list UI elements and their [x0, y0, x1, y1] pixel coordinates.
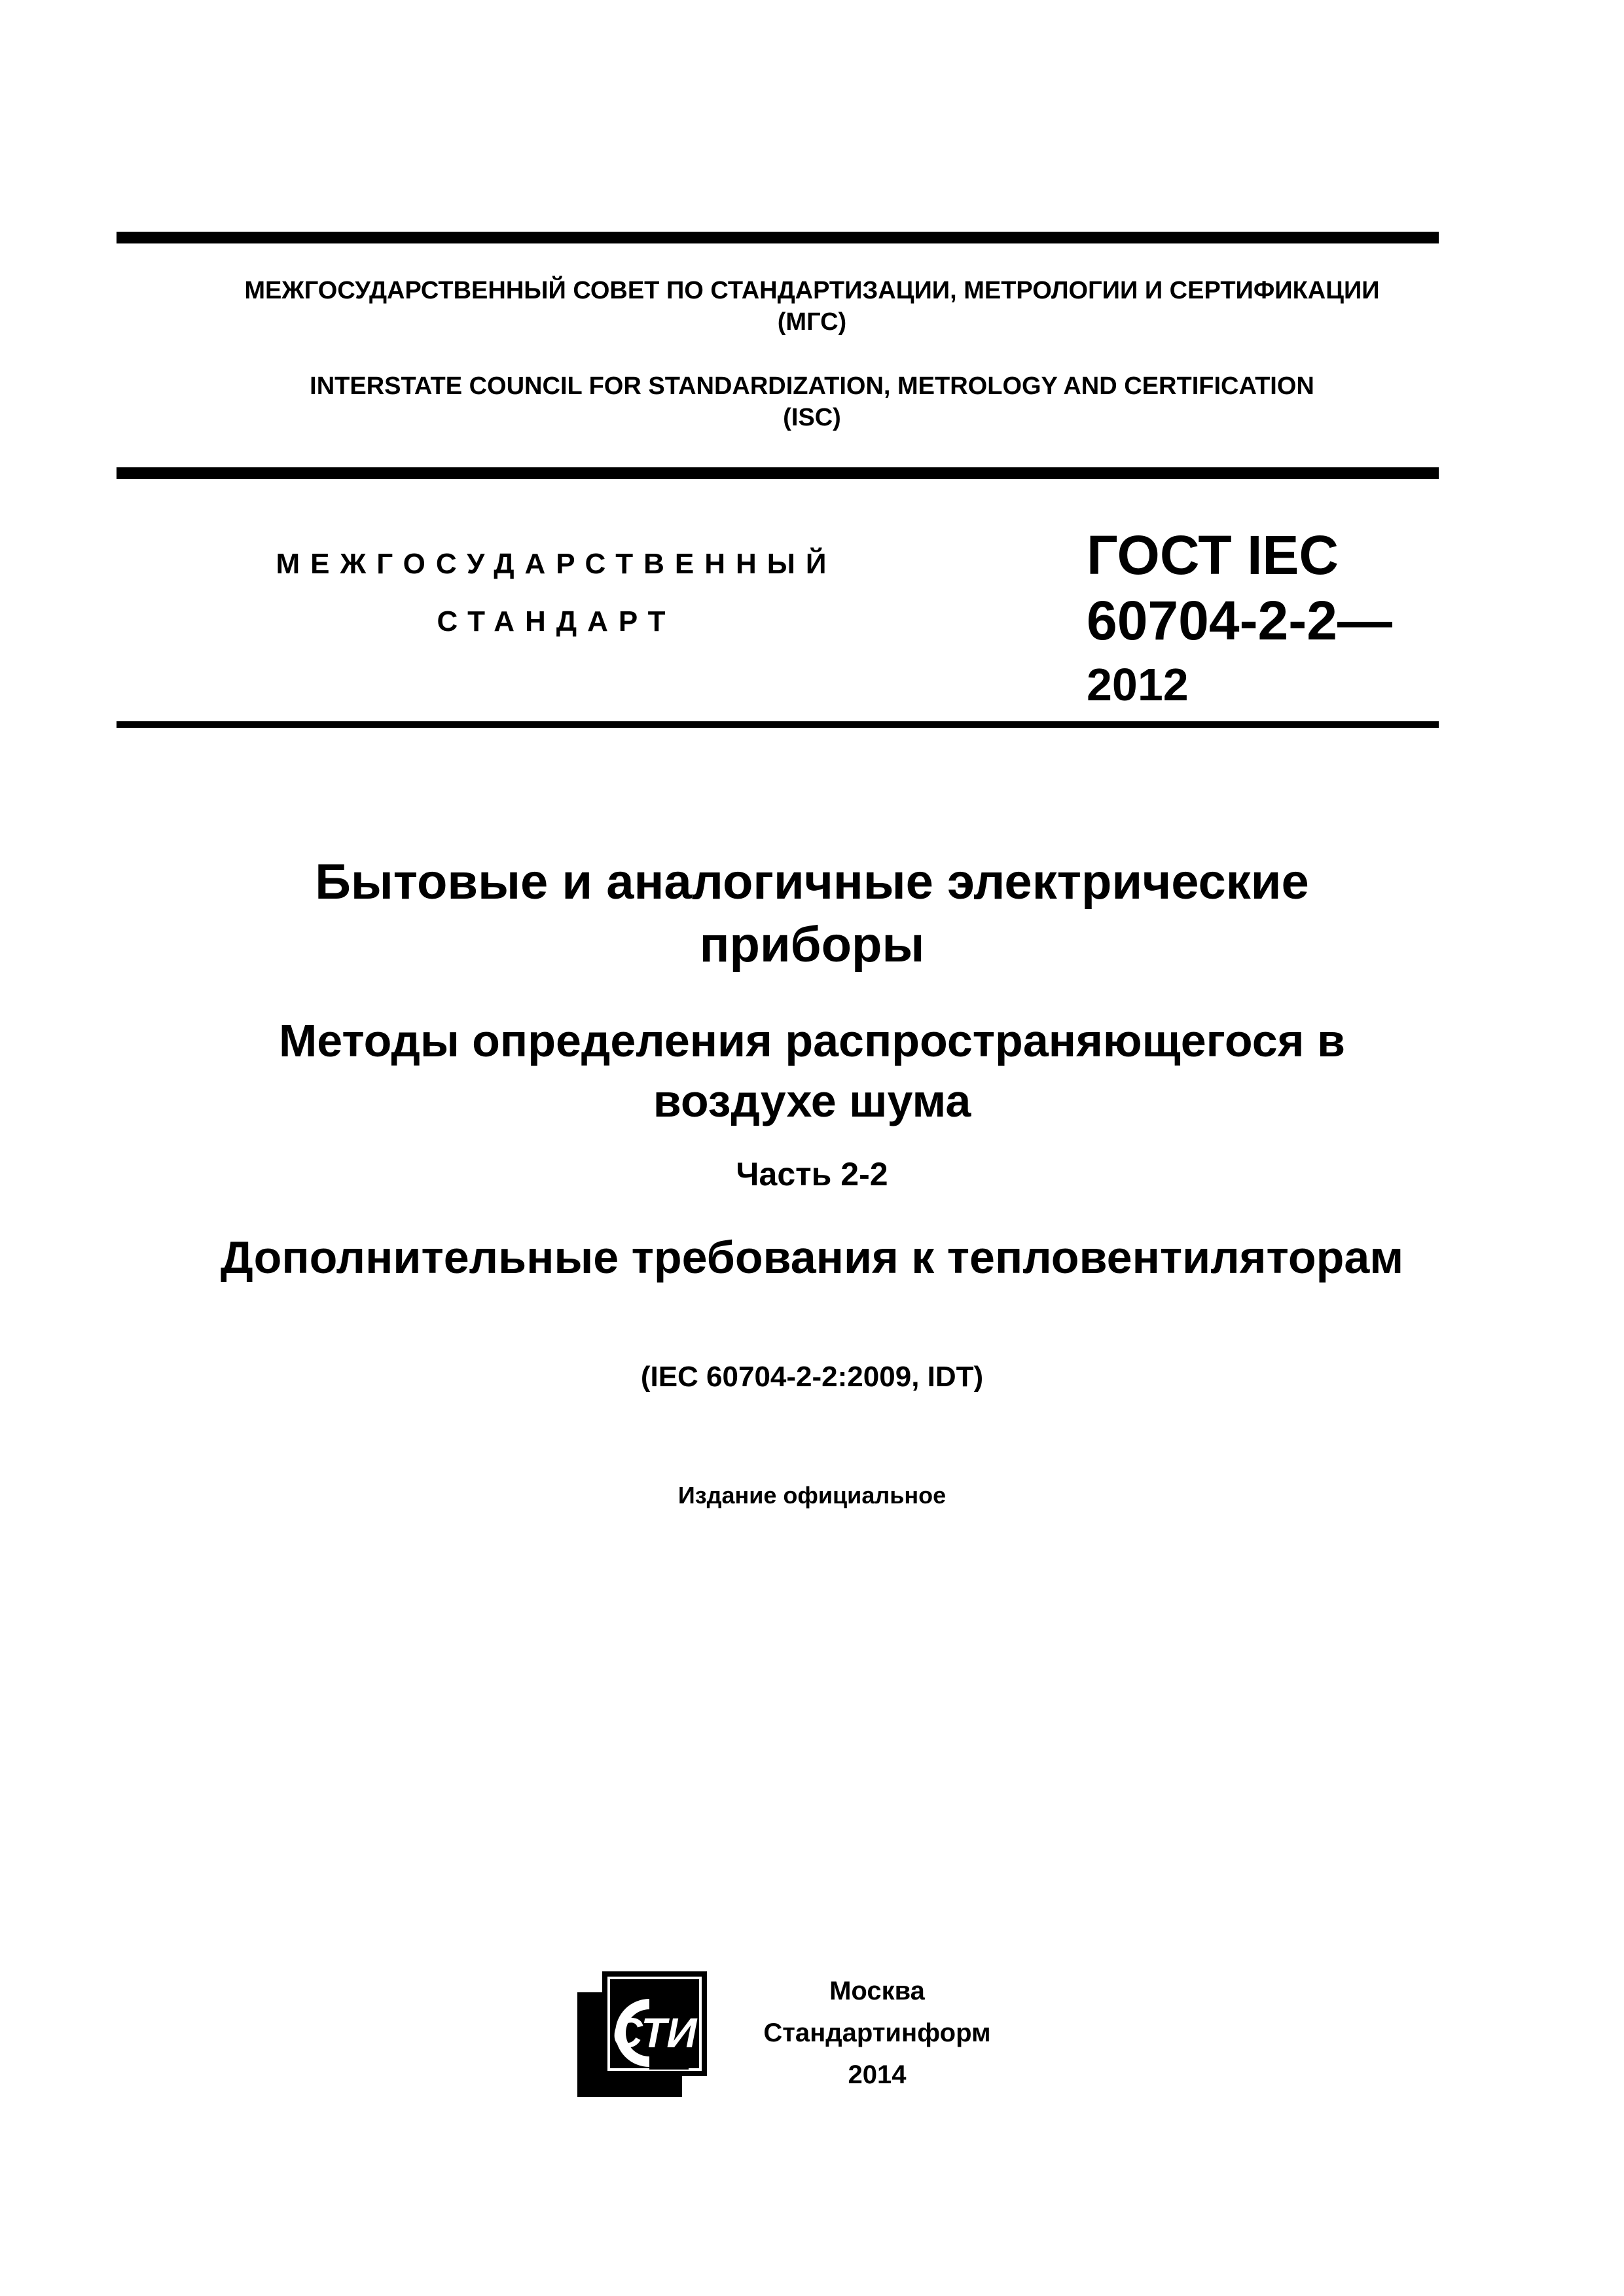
middle-rule — [117, 467, 1439, 479]
council-en — [0, 370, 1624, 433]
standard-label-line1: МЕЖГОСУДАРСТВЕННЫЙ — [276, 548, 837, 580]
standard-code-line1: ГОСТ IEC — [1087, 524, 1339, 586]
standartinform-logo-svg — [576, 1970, 707, 2101]
top-rule — [117, 232, 1439, 243]
document-title — [0, 851, 1624, 977]
publisher-name: Стандартинформ — [763, 2018, 991, 2047]
part-number: Часть 2-2 — [736, 1156, 888, 1193]
bottom-rule — [117, 721, 1439, 728]
logo-text: СТИ — [612, 2009, 697, 2056]
standard-label-line2: СТАНДАРТ — [437, 605, 676, 637]
official-edition-label: Издание официальное — [677, 1482, 947, 1509]
part-title: Дополнительные требования к тепловентиляторам — [220, 1232, 1404, 1283]
international-reference: (IEC 60704-2-2:2009, IDT) — [640, 1361, 984, 1393]
title-main-line1: Бытовые и аналогичные электрические — [315, 854, 1309, 910]
council-ru — [0, 275, 1624, 338]
council-ru-line1: МЕЖГОСУДАРСТВЕННЫЙ СОВЕТ ПО СТАНДАРТИЗАЦИИ, МЕТРОЛОГИИ И СЕРТИФИКАЦИИ — [244, 277, 1380, 304]
standard-code-year: 2012 — [1087, 659, 1189, 710]
publisher-year: 2014 — [848, 2060, 907, 2089]
title-sub-line1: Методы определения распространяющегося в — [279, 1015, 1345, 1066]
title-sub-line2: воздухе шума — [653, 1075, 971, 1126]
standard-code-line2: 60704-2-2— — [1087, 590, 1392, 651]
standartinform-logo-icon — [576, 1970, 707, 2101]
council-en-line1: INTERSTATE COUNCIL FOR STANDARDIZATION, METROLOGY AND CERTIFICATION — [310, 372, 1314, 400]
council-ru-line2: (МГС) — [777, 308, 847, 336]
document-subtitle — [0, 1011, 1624, 1131]
council-en-line2: (ISC) — [783, 404, 841, 431]
title-main-line2: приборы — [699, 917, 925, 973]
publisher-block — [733, 1970, 1021, 2096]
publisher-city: Москва — [829, 1977, 925, 2005]
standard-code — [1087, 522, 1453, 716]
